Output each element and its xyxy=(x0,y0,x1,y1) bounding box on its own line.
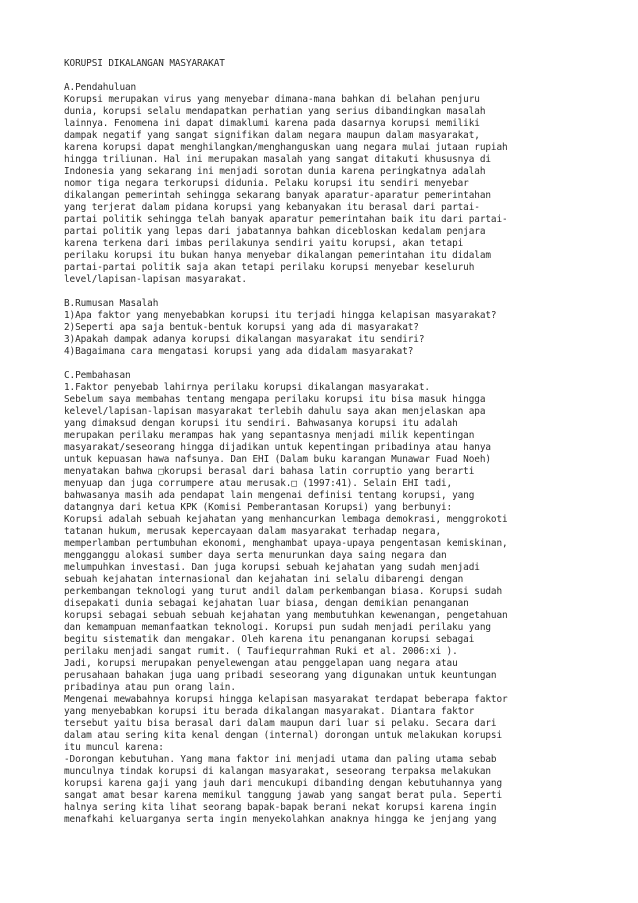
text-line: partai politik sehingga telah banyak aparatur pemerintahan baik itu dari partai- xyxy=(64,214,508,225)
text-line: 2)Seperti apa saja bentuk-bentuk korupsi yang ada di masyarakat? xyxy=(64,322,419,333)
text-line: sangat amat besar karena memikul tanggung jawab yang sangat berat pula. Seperti xyxy=(64,790,502,801)
text-line: sebuah kejahatan internasional dan kejahatan ini selalu dibarengi dengan xyxy=(64,574,464,585)
section-b-heading: B.Rumusan Masalah xyxy=(64,298,159,309)
text-line: masyarakat/seseorang hingga dijadikan untuk kepentingan pribadinya atau hanya xyxy=(64,442,491,453)
text-line: dunia, korupsi selalu mendapatkan perhatian yang serius dibandingkan masalah xyxy=(64,106,486,117)
text-line: yang menyebabkan korupsi itu berada dikalangan masyarakat. Diantara faktor xyxy=(64,706,475,717)
text-line: memperlamban pertumbuhan ekonomi, menghambat upaya-upaya pengentasan kemiskinan, xyxy=(64,538,508,549)
text-line: mengganggu alokasi sumber daya serta menurunkan daya saing negara dan xyxy=(64,550,447,561)
text-line: nomor tiga negara terkorupsi didunia. Pelaku korupsi itu sendiri menyebar xyxy=(64,178,469,189)
text-line: disepakati dunia sebagai kejahatan luar biasa, dengan demikian penanganan xyxy=(64,598,469,609)
text-line: perilaku menjadi sangat rumit. ( Taufiequrrahman Ruki et al. 2006:xi ). xyxy=(64,646,458,657)
text-line: menyuap dan juga corrumpere atau merusak.□ (1997:41). Selain EHI tadi, xyxy=(64,478,453,489)
text-line: perusahaan bahakan juga uang pribadi seseorang yang digunakan untuk keuntungan xyxy=(64,670,497,681)
text-line: Jadi, korupsi merupakan penyelewengan atau penggelapan uang negara atau xyxy=(64,658,458,669)
text-line: menyatakan bahwa □korupsi berasal dari bahasa latin corruptio yang berarti xyxy=(64,466,475,477)
text-line: tersebut yaitu bisa berasal dari dalam maupun dari luar si pelaku. Secara dari xyxy=(64,718,497,729)
text-line: Mengenai mewabahnya korupsi hingga kelapisan masyarakat terdapat beberapa faktor xyxy=(64,694,508,705)
text-line: partai politik yang lepas dari jabatannya bahkan dicebloskan kedalam penjara xyxy=(64,226,486,237)
text-line: 1)Apa faktor yang menyebabkan korupsi itu terjadi hingga kelapisan masyarakat? xyxy=(64,310,497,321)
text-line: datangnya dari ketua KPK (Komisi Pemberantasan Korupsi) yang berbunyi: xyxy=(64,502,453,513)
text-line: Korupsi adalah sebuah kejahatan yang menhancurkan lembaga demokrasi, menggrokoti xyxy=(64,514,508,525)
text-line: munculnya tindak korupsi di kalangan masyarakat, seseorang terpaksa melakukan xyxy=(64,766,491,777)
text-line: karena korupsi dapat menghilangkan/menghanguskan uang negara mulai jutaan rupiah xyxy=(64,142,508,153)
text-line: perkembangan teknologi yang turut andil dalam perkembangan biasa. Korupsi sudah xyxy=(64,586,502,597)
text-line: begitu sistematik dan mengakar. Oleh karena itu penanganan korupsi sebagai xyxy=(64,634,475,645)
text-line: itu muncul karena: xyxy=(64,742,164,753)
document-title: KORUPSI DIKALANGAN MASYARAKAT xyxy=(64,58,225,69)
text-line: dan kemampuan memanfaatkan teknologi. Korupsi pun sudah menjadi perilaku yang xyxy=(64,622,491,633)
document-body xyxy=(64,58,584,826)
text-line: halnya sering kita lihat seorang bapak-bapak berani nekat korupsi karena ingin xyxy=(64,802,497,813)
text-line: untuk kepuasan hawa nafsunya. Dan EHI (Dalam buku karangan Munawar Fuad Noeh) xyxy=(64,454,491,465)
spacer xyxy=(64,286,584,298)
text-line: kelevel/lapisan-lapisan masyarakat terlebih dahulu saya akan menjelaskan apa xyxy=(64,406,486,417)
text-line: merupakan perilaku merampas hak yang sepantasnya menjadi milik kepentingan xyxy=(64,430,475,441)
text-line: dikalangan pemerintah sehingga sekarang banyak aparatur-aparatur pemerintahan xyxy=(64,190,491,201)
section-b-body xyxy=(64,310,584,358)
text-line: yang dimaksud dengan korupsi itu sendiri. Bahwasanya korupsi itu adalah xyxy=(64,418,458,429)
section-a-body xyxy=(64,94,584,286)
text-line: dalam atau sering kita kenal dengan (internal) dorongan untuk melakukan korupsi xyxy=(64,730,502,741)
text-line: -Dorongan kebutuhan. Yang mana faktor ini menjadi utama dan paling utama sebab xyxy=(64,754,497,765)
text-line: korupsi sebagai sebuah sebuah kejahatan yang membutuhkan kewenangan, pengetahuan xyxy=(64,610,508,621)
text-line: level/lapisan-lapisan masyarakat. xyxy=(64,274,247,285)
text-line: karena terkena dari imbas perilakunya sendiri yaitu korupsi, akan tetapi xyxy=(64,238,464,249)
text-line: bahwasanya masih ada pendapat lain mengenai definisi tentang korupsi, yang xyxy=(64,490,475,501)
text-line: menafkahi keluarganya serta ingin menyekolahkan anaknya hingga ke jenjang yang xyxy=(64,814,497,825)
text-line: korupsi karena gaji yang jauh dari mencukupi dibanding dengan kebutuhannya yang xyxy=(64,778,502,789)
text-line: Indonesia yang sekarang ini menjadi sorotan dunia karena peringkatnya adalah xyxy=(64,166,486,177)
text-line: pribadinya atau pun orang lain. xyxy=(64,682,236,693)
text-line: hingga triliunan. Hal ini merupakan masalah yang sangat ditakuti khususnya di xyxy=(64,154,491,165)
text-line: dampak negatif yang sangat signifikan dalam negara maupun dalam masyarakat, xyxy=(64,130,480,141)
text-line: 3)Apakah dampak adanya korupsi dikalangan masyarakat itu sendiri? xyxy=(64,334,425,345)
spacer xyxy=(64,358,584,370)
text-line: Korupsi merupakan virus yang menyebar dimana-mana bahkan di belahan penjuru xyxy=(64,94,480,105)
text-line: Sebelum saya membahas tentang mengapa perilaku korupsi itu bisa masuk hingga xyxy=(64,394,486,405)
text-line: lainnya. Fenomena ini dapat dimaklumi karena pada dasarnya korupsi memiliki xyxy=(64,118,480,129)
text-line: yang terjerat dalam pidana korupsi yang kebanyakan itu berasal dari partai- xyxy=(64,202,480,213)
section-c-body xyxy=(64,382,584,826)
text-line: melumpuhkan investasi. Dan juga korupsi sebuah kejahatan yang sudah menjadi xyxy=(64,562,480,573)
text-line: 4)Bagaimana cara mengatasi korupsi yang ada didalam masyarakat? xyxy=(64,346,414,357)
text-line: 1.Faktor penyebab lahirnya perilaku korupsi dikalangan masyarakat. xyxy=(64,382,430,393)
spacer xyxy=(64,70,584,82)
section-a-heading: A.Pendahuluan xyxy=(64,82,137,93)
section-c-heading: C.Pembahasan xyxy=(64,370,131,381)
text-line: perilaku korupsi itu bukan hanya menyebar dikalangan pemerintahan itu didalam xyxy=(64,250,491,261)
text-line: partai-partai politik saja akan tetapi perilaku korupsi menyebar keseluruh xyxy=(64,262,475,273)
text-line: tatanan hukum, merusak kepercayaan dalam masyarakat terhadap negara, xyxy=(64,526,442,537)
